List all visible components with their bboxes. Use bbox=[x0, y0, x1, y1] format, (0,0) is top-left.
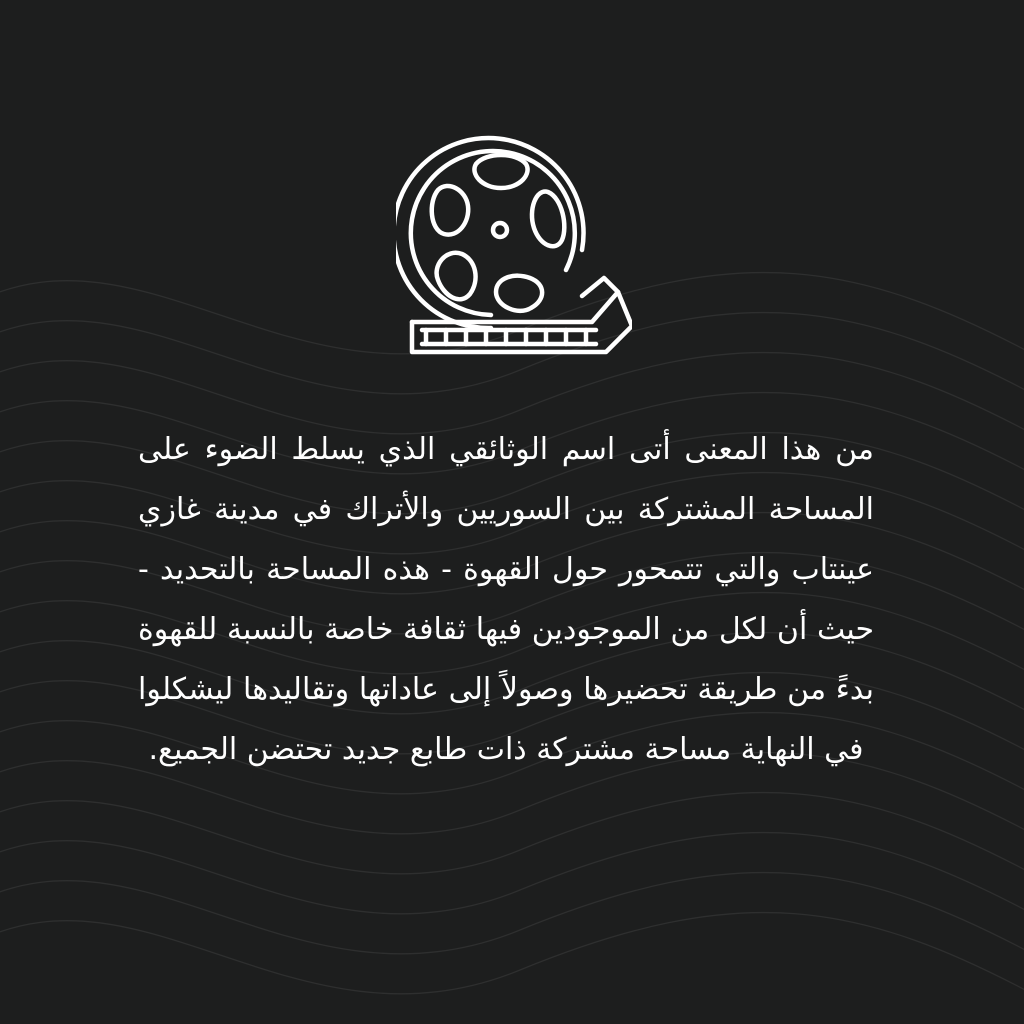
documentary-description-paragraph: من هذا المعنى أتى اسم الوثائقي الذي يسلط الضوء على المساحة المشتركة بين السوريين والأتراك في مدينة غازي عينتاب والتي تتمحور حول القهوة - هذه المساحة بالتحديد - حيث أن لكل من الموجودين فيها ثقافة خاصة بالنسبة للقهوة بدءً من طريقة تحضيرها وصولاً إلى عاداتها وتقاليدها ليشكلوا في النهاية مساحة مشتركة ذات طابع جديد تحتضن الجميع. bbox=[138, 432, 874, 767]
film-reel-icon bbox=[396, 130, 632, 360]
